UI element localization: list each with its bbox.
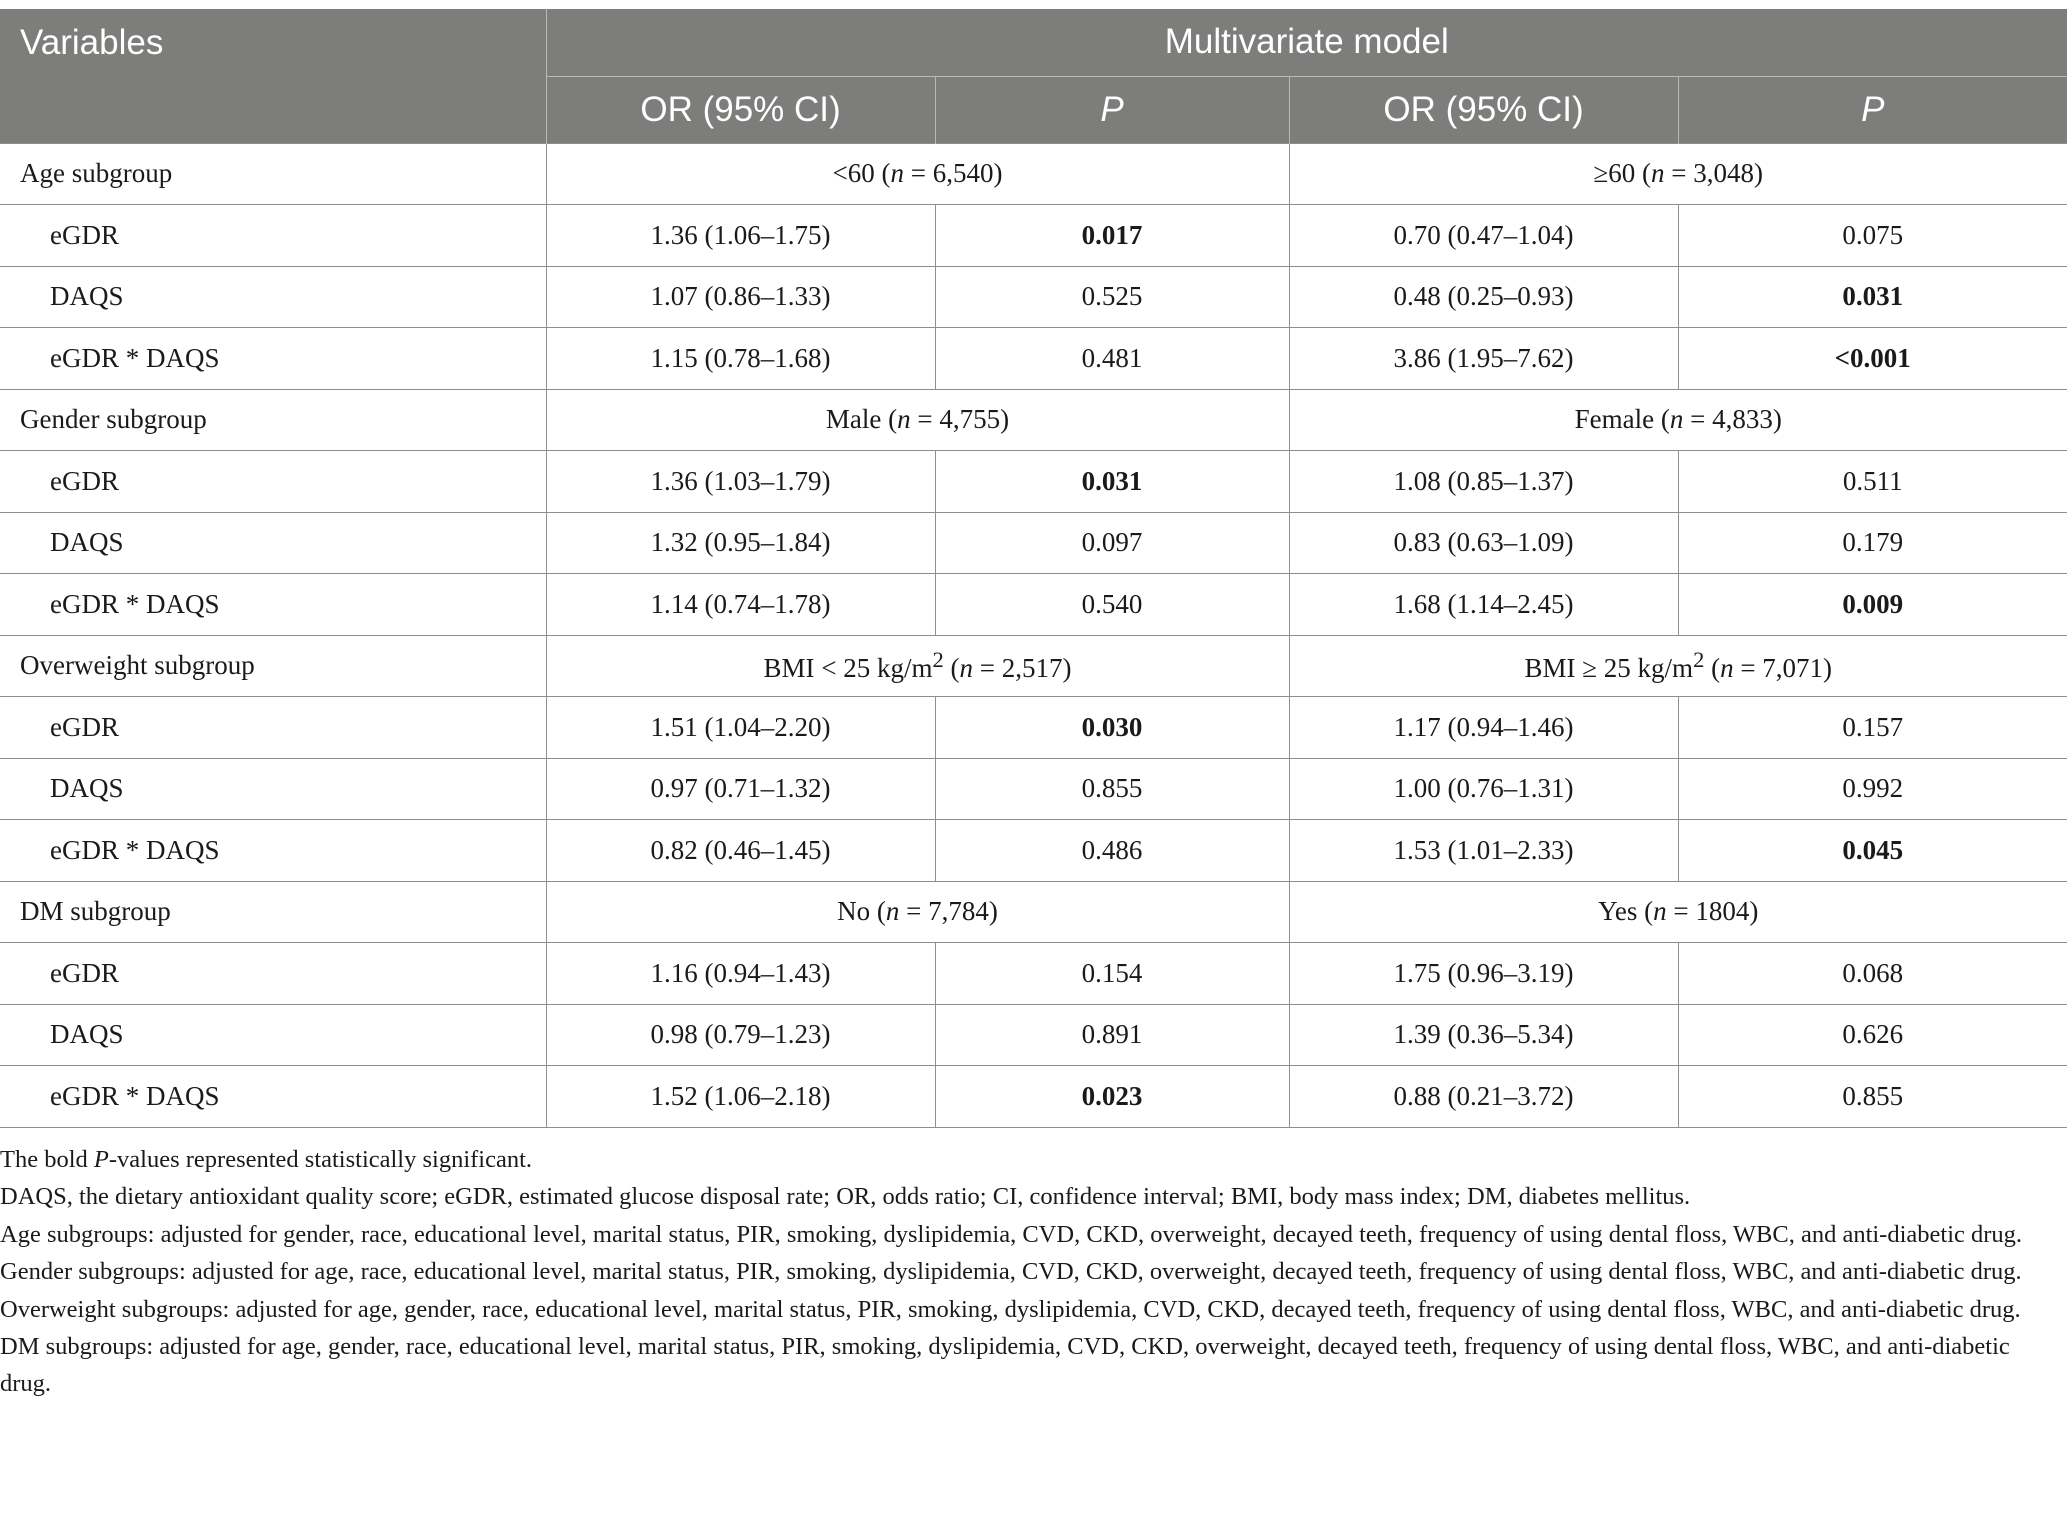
footnote-line: DM subgroups: adjusted for age, gender, race, educational level, marital status, PIR, smoking, dyslipidemia, CVD, CKD, overweight, decayed teeth, frequency of using dental floss, WBC, and anti-diabetic drug. bbox=[0, 1333, 2010, 1398]
p-left-value: 0.540 bbox=[935, 574, 1289, 636]
subgroup-results-table bbox=[0, 9, 2067, 1128]
subgroup-name: DM subgroup bbox=[0, 881, 546, 943]
table-row bbox=[0, 943, 2067, 1005]
header-multivariate-model: Multivariate model bbox=[546, 9, 2067, 76]
or-right-value: 1.53 (1.01–2.33) bbox=[1289, 820, 1678, 882]
subgroup-right-label: Yes (n = 1804) bbox=[1289, 881, 2067, 943]
header-p-right: P bbox=[1678, 76, 2067, 143]
or-left-value: 0.97 (0.71–1.32) bbox=[546, 758, 935, 820]
or-left-value: 0.98 (0.79–1.23) bbox=[546, 1004, 935, 1066]
subgroup-right-label: BMI ≥ 25 $kg/m^2$ (n = 7,071) bbox=[1289, 635, 2067, 697]
or-left-value: 1.15 (0.78–1.68) bbox=[546, 328, 935, 390]
p-left-value: 0.030 bbox=[935, 697, 1289, 759]
header-or-left: OR (95% CI) bbox=[546, 76, 935, 143]
p-left-value: 0.891 bbox=[935, 1004, 1289, 1066]
or-right-value: 0.70 (0.47–1.04) bbox=[1289, 205, 1678, 267]
variable-name: eGDR * DAQS bbox=[0, 574, 546, 636]
or-left-value: 1.36 (1.03–1.79) bbox=[546, 451, 935, 513]
p-right-value: 0.075 bbox=[1678, 205, 2067, 267]
p-right-value: <0.001 bbox=[1678, 328, 2067, 390]
or-left-value: 1.14 (0.74–1.78) bbox=[546, 574, 935, 636]
or-left-value: 1.32 (0.95–1.84) bbox=[546, 512, 935, 574]
header-p-left: P bbox=[935, 76, 1289, 143]
or-right-value: 3.86 (1.95–7.62) bbox=[1289, 328, 1678, 390]
variable-name: eGDR * DAQS bbox=[0, 820, 546, 882]
variable-name: DAQS bbox=[0, 758, 546, 820]
variable-name: eGDR bbox=[0, 451, 546, 513]
variable-name: DAQS bbox=[0, 266, 546, 328]
header-variables: Variables bbox=[0, 9, 546, 143]
results-table-wrapper bbox=[0, 9, 2067, 1128]
p-right-value: 0.031 bbox=[1678, 266, 2067, 328]
footnote-line: DAQS, the dietary antioxidant quality score; eGDR, estimated glucose disposal rate; OR, odds ratio; CI, confidence interval; BMI, body mass index; DM, diabetes mellitus. bbox=[0, 1183, 1691, 1211]
or-right-value: 1.39 (0.36–5.34) bbox=[1289, 1004, 1678, 1066]
subgroup-right-label: ≥60 (n = 3,048) bbox=[1289, 143, 2067, 205]
table-row bbox=[0, 1004, 2067, 1066]
or-right-value: 1.00 (0.76–1.31) bbox=[1289, 758, 1678, 820]
variable-name: eGDR bbox=[0, 943, 546, 1005]
subgroup-name: Age subgroup bbox=[0, 143, 546, 205]
p-right-value: 0.009 bbox=[1678, 574, 2067, 636]
or-right-value: 1.68 (1.14–2.45) bbox=[1289, 574, 1678, 636]
subgroup-header-row bbox=[0, 389, 2067, 451]
or-left-value: 1.16 (0.94–1.43) bbox=[546, 943, 935, 1005]
p-right-value: 0.511 bbox=[1678, 451, 2067, 513]
variable-name: DAQS bbox=[0, 1004, 546, 1066]
footnote-line: Age subgroups: adjusted for gender, race, educational level, marital status, PIR, smoking, dyslipidemia, CVD, CKD, overweight, decayed teeth, frequency of using dental floss, WBC, and anti-diabetic drug. bbox=[0, 1220, 2023, 1248]
footnote-line: Gender subgroups: adjusted for age, race, educational level, marital status, PIR, smoking, dyslipidemia, CVD, CKD, overweight, decayed teeth, frequency of using dental floss, WBC, and anti-diabetic drug. bbox=[0, 1258, 2022, 1286]
subgroup-left-label: Male (n = 4,755) bbox=[546, 389, 1289, 451]
variable-name: eGDR bbox=[0, 697, 546, 759]
p-right-value: 0.855 bbox=[1678, 1066, 2067, 1128]
table-row bbox=[0, 820, 2067, 882]
p-left-value: 0.154 bbox=[935, 943, 1289, 1005]
p-left-value: 0.481 bbox=[935, 328, 1289, 390]
or-right-value: 0.48 (0.25–0.93) bbox=[1289, 266, 1678, 328]
p-right-value: 0.068 bbox=[1678, 943, 2067, 1005]
footnote-line: Overweight subgroups: adjusted for age, gender, race, educational level, marital status, PIR, smoking, dyslipidemia, CVD, CKD, decayed teeth, frequency of using dental floss, WBC, and anti-diabetic drug. bbox=[0, 1295, 2021, 1323]
header-or-right: OR (95% CI) bbox=[1289, 76, 1678, 143]
or-left-value: 1.52 (1.06–2.18) bbox=[546, 1066, 935, 1128]
subgroup-name: Overweight subgroup bbox=[0, 635, 546, 697]
or-left-value: 1.51 (1.04–2.20) bbox=[546, 697, 935, 759]
subgroup-left-label: No (n = 7,784) bbox=[546, 881, 1289, 943]
subgroup-right-label: Female (n = 4,833) bbox=[1289, 389, 2067, 451]
subgroup-header-row bbox=[0, 143, 2067, 205]
subgroup-header-row bbox=[0, 635, 2067, 697]
or-right-value: 0.88 (0.21–3.72) bbox=[1289, 1066, 1678, 1128]
or-right-value: 1.08 (0.85–1.37) bbox=[1289, 451, 1678, 513]
p-left-value: 0.855 bbox=[935, 758, 1289, 820]
variable-name: eGDR * DAQS bbox=[0, 328, 546, 390]
p-left-value: 0.525 bbox=[935, 266, 1289, 328]
subgroup-name: Gender subgroup bbox=[0, 389, 546, 451]
header-row-1 bbox=[0, 9, 2067, 76]
table-body bbox=[0, 143, 2067, 1127]
p-right-value: 0.157 bbox=[1678, 697, 2067, 759]
or-left-value: 0.82 (0.46–1.45) bbox=[546, 820, 935, 882]
subgroup-left-label: <60 (n = 6,540) bbox=[546, 143, 1289, 205]
table-row bbox=[0, 512, 2067, 574]
variable-name: DAQS bbox=[0, 512, 546, 574]
p-right-value: 0.992 bbox=[1678, 758, 2067, 820]
or-left-value: 1.36 (1.06–1.75) bbox=[546, 205, 935, 267]
p-left-value: 0.486 bbox=[935, 820, 1289, 882]
p-left-value: 0.031 bbox=[935, 451, 1289, 513]
table-row bbox=[0, 574, 2067, 636]
p-left-value: 0.097 bbox=[935, 512, 1289, 574]
p-right-value: 0.626 bbox=[1678, 1004, 2067, 1066]
subgroup-left-label: BMI < 25 $kg/m^2$ (n = 2,517) bbox=[546, 635, 1289, 697]
p-left-value: 0.023 bbox=[935, 1066, 1289, 1128]
or-right-value: 0.83 (0.63–1.09) bbox=[1289, 512, 1678, 574]
table-row bbox=[0, 451, 2067, 513]
table-row bbox=[0, 1066, 2067, 1128]
footnote-line: The bold P-values represented statistically significant. bbox=[0, 1146, 533, 1173]
table-row bbox=[0, 697, 2067, 759]
table-row bbox=[0, 758, 2067, 820]
p-right-value: 0.179 bbox=[1678, 512, 2067, 574]
or-right-value: 1.75 (0.96–3.19) bbox=[1289, 943, 1678, 1005]
table-row bbox=[0, 328, 2067, 390]
table-footnotes bbox=[0, 1141, 2060, 1403]
table-row bbox=[0, 205, 2067, 267]
or-right-value: 1.17 (0.94–1.46) bbox=[1289, 697, 1678, 759]
table-row bbox=[0, 266, 2067, 328]
variable-name: eGDR bbox=[0, 205, 546, 267]
p-left-value: 0.017 bbox=[935, 205, 1289, 267]
or-left-value: 1.07 (0.86–1.33) bbox=[546, 266, 935, 328]
subgroup-header-row bbox=[0, 881, 2067, 943]
p-right-value: 0.045 bbox=[1678, 820, 2067, 882]
variable-name: eGDR * DAQS bbox=[0, 1066, 546, 1128]
